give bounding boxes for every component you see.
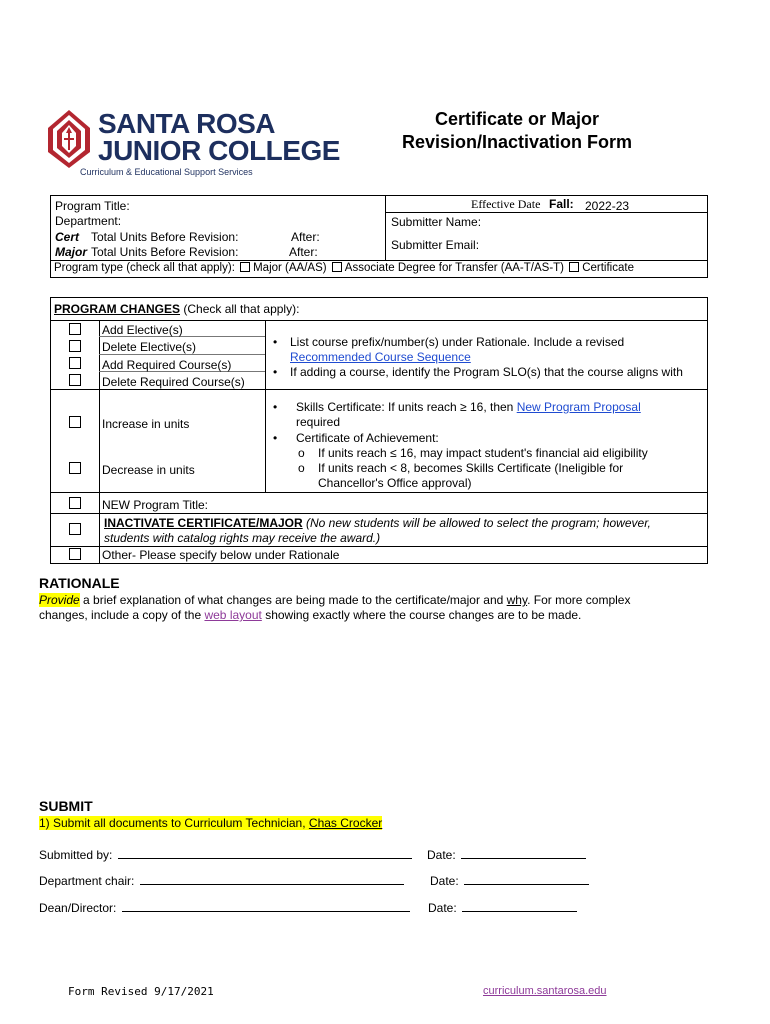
rationale-text [39,593,679,623]
bullet-icon: • [273,335,278,349]
other-checkbox[interactable] [69,548,81,560]
major-type-label: Major (AA/AS) [253,262,327,274]
inactivate-checkbox[interactable] [69,523,81,535]
web-layout-link[interactable]: web layout [204,608,262,622]
department-chair-signature-line[interactable] [140,873,404,885]
major-after-label: After: [289,245,318,259]
circle-bullet-icon: o [298,461,305,475]
major-label: Major [55,245,88,259]
decrease-units-checkbox[interactable] [69,462,81,474]
delete-electives-checkbox[interactable] [69,340,81,352]
increase-units-checkbox[interactable] [69,416,81,428]
achievement-label: Certificate of Achievement: [296,431,439,445]
adt-type-label: Associate Degree for Transfer (AA-T/AS-T) [344,262,564,274]
new-program-proposal-link[interactable]: New Program Proposal [516,400,641,414]
submitter-name-label: Submitter Name: [391,215,482,229]
program-type-label: Program type (check all that apply): [54,262,235,274]
cert-after-label: After: [291,230,320,244]
form-title-line2: Revision/Inactivation Form [401,132,633,152]
program-title-label: Program Title: [55,199,130,213]
delete-required-checkbox[interactable] [69,374,81,386]
dean-director-date: Date: [428,900,577,915]
department-chair-row: Department chair: [39,873,404,888]
bullet-icon: • [273,431,278,445]
effective-date-label: Effective Date [471,197,541,211]
dean-director-row: Dean/Director: [39,900,410,915]
rationale-heading: RATIONALE [39,575,120,591]
logo-tagline: Curriculum & Educational Support Services [80,167,253,177]
certificate-type-label: Certificate [582,262,634,274]
program-changes-table [50,297,708,564]
delete-required-label: Delete Required Course(s) [102,375,245,389]
new-program-checkbox[interactable] [69,497,81,509]
new-program-label: NEW Program Title: [102,498,209,512]
shield-emblem-icon [46,108,92,170]
inactivate-note2: students with catalog rights may receive the award.) [104,531,381,545]
fall-label: Fall: [549,197,574,211]
skills-certificate-text: Skills Certificate: If units reach ≥ 16, then New Program Proposal [296,400,641,414]
decrease-units-label: Decrease in units [102,463,195,477]
submitted-by-row: Submitted by: [39,847,412,862]
rationale-line2: changes, include a copy of the web layout showing exactly where the course changes are to be made. [39,608,582,622]
adt-type-checkbox[interactable] [332,262,342,272]
delete-electives-label: Delete Elective(s) [102,340,197,354]
add-required-checkbox[interactable] [69,357,81,369]
cert-units-label: Total Units Before Revision: [91,230,239,244]
achievement-sub2b: Chancellor's Office approval) [318,476,472,490]
submit-heading: SUBMIT [39,798,93,814]
header-table [50,195,708,278]
major-units-label: Total Units Before Revision: [91,245,239,259]
submitted-by-signature-line[interactable] [118,847,412,859]
major-type-checkbox[interactable] [240,262,250,272]
curriculum-website-link[interactable]: curriculum.santarosa.edu [483,985,607,997]
submitted-by-date-line[interactable] [461,847,586,859]
rationale-line1: Provide a brief explanation of what changes are being made to the certificate/major and why. For more complex [39,593,631,607]
logo-line2: JUNIOR COLLEGE [98,135,340,166]
college-logo [46,108,340,180]
group1-bullet1: List course prefix/number(s) under Rationale. Include a revised [290,335,625,349]
bullet-icon: • [273,365,278,379]
form-revised-date: Form Revised 9/17/2021 [68,985,214,998]
circle-bullet-icon: o [298,446,305,460]
submit-step1: 1) Submit all documents to Curriculum Technician, Chas Crocker [39,816,383,830]
form-title-line1: Certificate or Major [434,109,600,129]
submitted-by-date: Date: [427,847,586,862]
increase-units-label: Increase in units [102,417,190,431]
logo-line1: SANTA ROSA [98,108,275,139]
add-electives-checkbox[interactable] [69,323,81,335]
inactivate-text: INACTIVATE CERTIFICATE/MAJOR (No new students will be allowed to select the program; however, [104,516,651,530]
cert-label: Cert [55,230,80,244]
add-required-label: Add Required Course(s) [102,358,232,372]
dean-director-date-line[interactable] [462,900,577,912]
group1-bullet2: If adding a course, identify the Program SLO(s) that the course aligns with [290,365,683,379]
department-chair-date: Date: [430,873,589,888]
program-type-row [54,262,634,274]
department-chair-date-line[interactable] [464,873,589,885]
add-electives-label: Add Elective(s) [102,323,183,337]
submitter-email-label: Submitter Email: [391,238,480,252]
skills-required-text: required [296,415,341,429]
achievement-sub1: If units reach ≤ 16, may impact student's financial aid eligibility [318,446,648,460]
bullet-icon: • [273,400,278,414]
other-label: Other- Please specify below under Rationale [102,548,340,562]
recommended-course-sequence-link[interactable]: Recommended Course Sequence [290,350,471,364]
program-changes-heading: PROGRAM CHANGES (Check all that apply): [54,302,300,316]
effective-date-value[interactable]: 2022-23 [585,199,630,213]
certificate-type-checkbox[interactable] [569,262,579,272]
achievement-sub2a: If units reach < 8, becomes Skills Certificate (Ineligible for [318,461,624,475]
department-label: Department: [55,214,122,228]
dean-director-signature-line[interactable] [122,900,410,912]
